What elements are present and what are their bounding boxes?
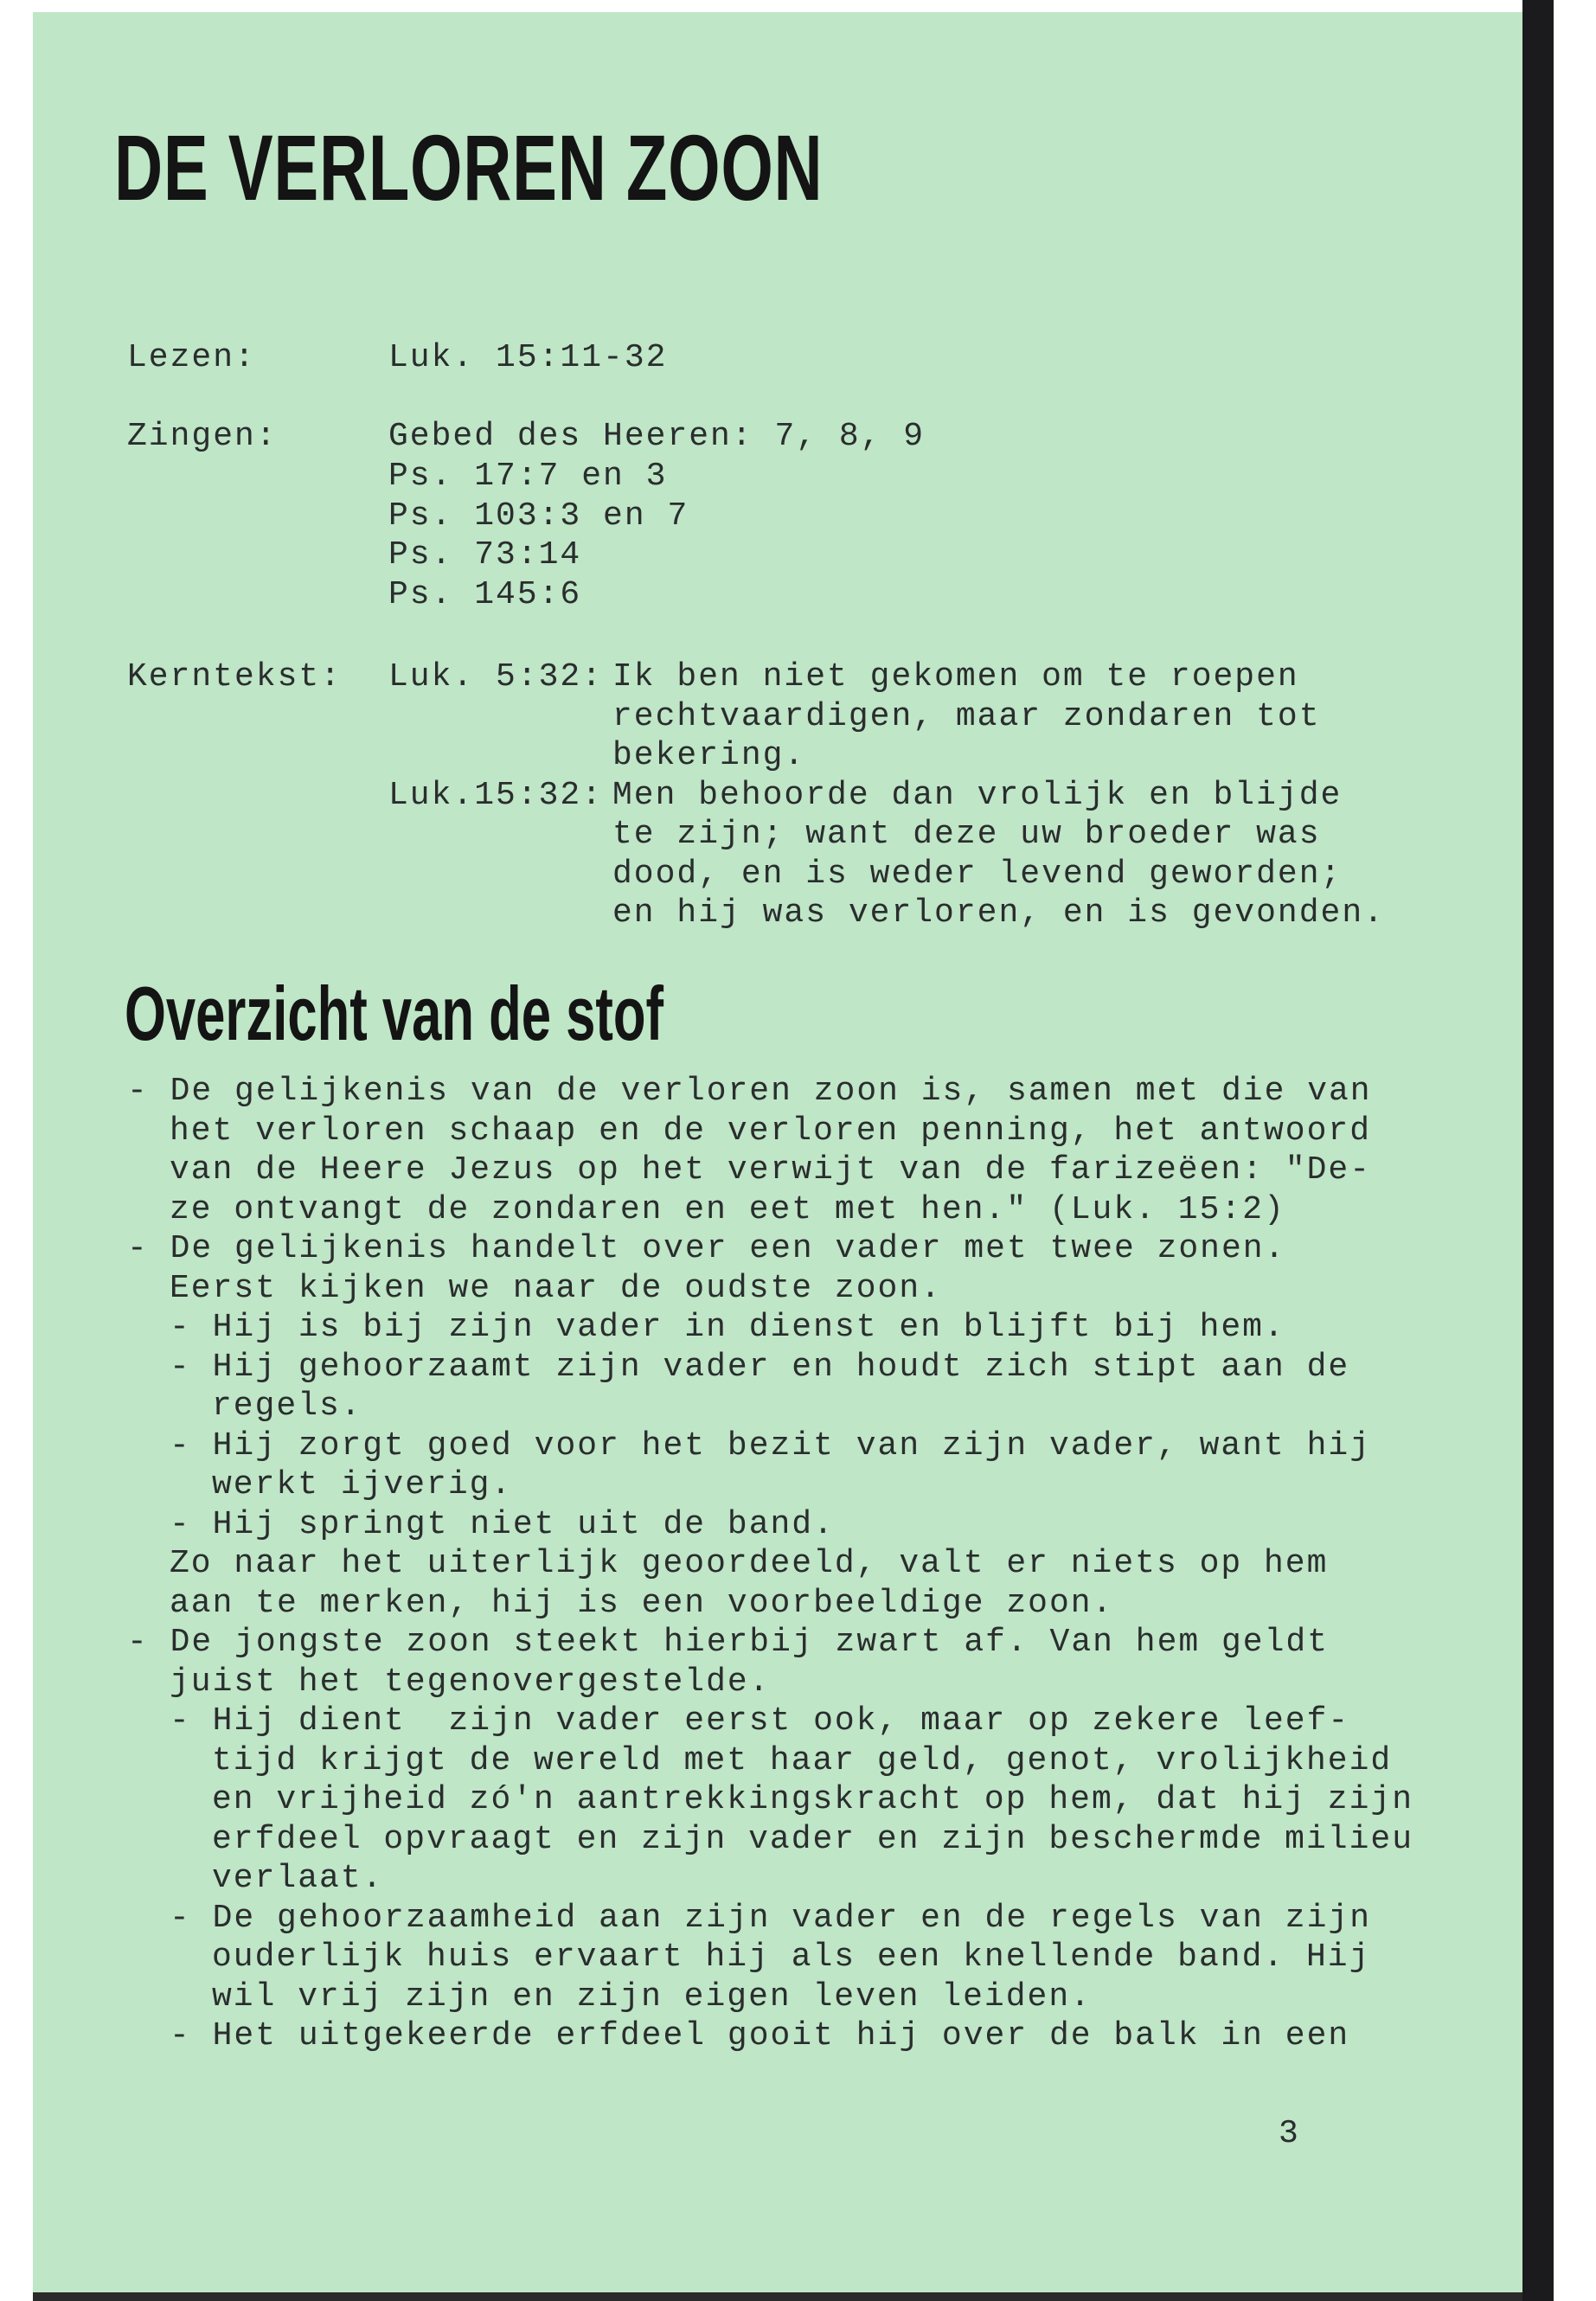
scan-edge-bottom xyxy=(33,2292,1522,2301)
body-line: wil vrij zijn en zijn eigen leven leiden. xyxy=(212,1978,1092,2016)
zingen-item: Ps. 103:3 en 7 xyxy=(388,497,689,535)
body-line: tijd krijgt de wereld met haar geld, genot, vrolijkheid xyxy=(212,1742,1393,1779)
zingen-label: Zingen: xyxy=(127,418,278,455)
body-line: en vrijheid zó'n aantrekkingskracht op hem, dat hij zijn xyxy=(212,1781,1414,1818)
kerntekst-line: Ik ben niet gekomen om te roepen xyxy=(612,658,1299,695)
kerntekst-line: bekering. xyxy=(612,737,806,774)
kerntekst-line: Men behoorde dan vrolijk en blijde xyxy=(612,777,1343,814)
kerntekst-line: en hij was verloren, en is gevonden. xyxy=(612,894,1385,932)
body-line: - Hij zorgt goed voor het bezit van zijn vader, want hij xyxy=(170,1427,1372,1465)
section-heading: Overzicht van de stof xyxy=(125,971,664,1056)
body-line: Zo naar het uiterlijk geoordeeld, valt er niets op hem xyxy=(170,1545,1329,1582)
zingen-item: Ps. 17:7 en 3 xyxy=(388,458,668,495)
kerntekst-line: dood, en is weder levend geworden; xyxy=(612,856,1343,893)
body-line: regels. xyxy=(212,1388,362,1425)
body-line: ze ontvangt de zondaren en eet met hen." (Luk. 15:2) xyxy=(170,1191,1285,1228)
page-number: 3 xyxy=(1279,2115,1298,2152)
scan-edge-right xyxy=(1522,0,1554,2301)
kerntekst-ref: Luk. 5:32: xyxy=(388,658,604,695)
body-line: - Hij is bij zijn vader in dienst en blijft bij hem. xyxy=(170,1309,1285,1346)
body-line: - Het uitgekeerde erfdeel gooit hij over de balk in een xyxy=(170,2017,1350,2054)
body-line: - De jongste zoon steekt hierbij zwart af. Van hem geldt xyxy=(127,1624,1330,1661)
zingen-item: Ps. 145:6 xyxy=(388,576,582,613)
body-line: aan te merken, hij is een voorbeeldige zoon. xyxy=(170,1585,1114,1622)
kerntekst-line: te zijn; want deze uw broeder was xyxy=(612,816,1321,853)
body-line: - De gelijkenis handelt over een vader met twee zonen. xyxy=(127,1230,1286,1267)
body-line: werkt ijverig. xyxy=(212,1466,513,1503)
body-line: - De gehoorzaamheid aan zijn vader en de regels van zijn xyxy=(170,1900,1372,1937)
body-line: verlaat. xyxy=(212,1860,384,1897)
body-line: het verloren schaap en de verloren penning, het antwoord xyxy=(170,1112,1372,1150)
kerntekst-label: Kerntekst: xyxy=(127,658,343,695)
body-line: ouderlijk huis ervaart hij als een knellende band. Hij xyxy=(212,1939,1371,1976)
body-line: Eerst kijken we naar de oudste zoon. xyxy=(170,1270,942,1307)
body-line: van de Heere Jezus op het verwijt van de farizeëen: "De- xyxy=(170,1151,1372,1189)
page-title: DE VERLOREN ZOON xyxy=(114,115,824,220)
body-line: - Hij springt niet uit de band. xyxy=(170,1506,835,1543)
body-line: juist het tegenovergestelde. xyxy=(170,1663,771,1701)
lezen-label: Lezen: xyxy=(127,339,256,376)
body-line: - Hij gehoorzaamt zijn vader en houdt zich stipt aan de xyxy=(170,1349,1350,1386)
body-line: - Hij dient zijn vader eerst ook, maar op zekere leef- xyxy=(170,1702,1350,1740)
kerntekst-line: rechtvaardigen, maar zondaren tot xyxy=(612,698,1321,735)
body-line: - De gelijkenis van de verloren zoon is, samen met die van xyxy=(127,1073,1372,1110)
zingen-item: Gebed des Heeren: 7, 8, 9 xyxy=(388,418,926,455)
kerntekst-ref: Luk.15:32: xyxy=(388,777,604,814)
body-line: erfdeel opvraagt en zijn vader en zijn beschermde milieu xyxy=(212,1821,1414,1858)
lezen-value: Luk. 15:11-32 xyxy=(388,339,668,376)
zingen-item: Ps. 73:14 xyxy=(388,536,582,574)
